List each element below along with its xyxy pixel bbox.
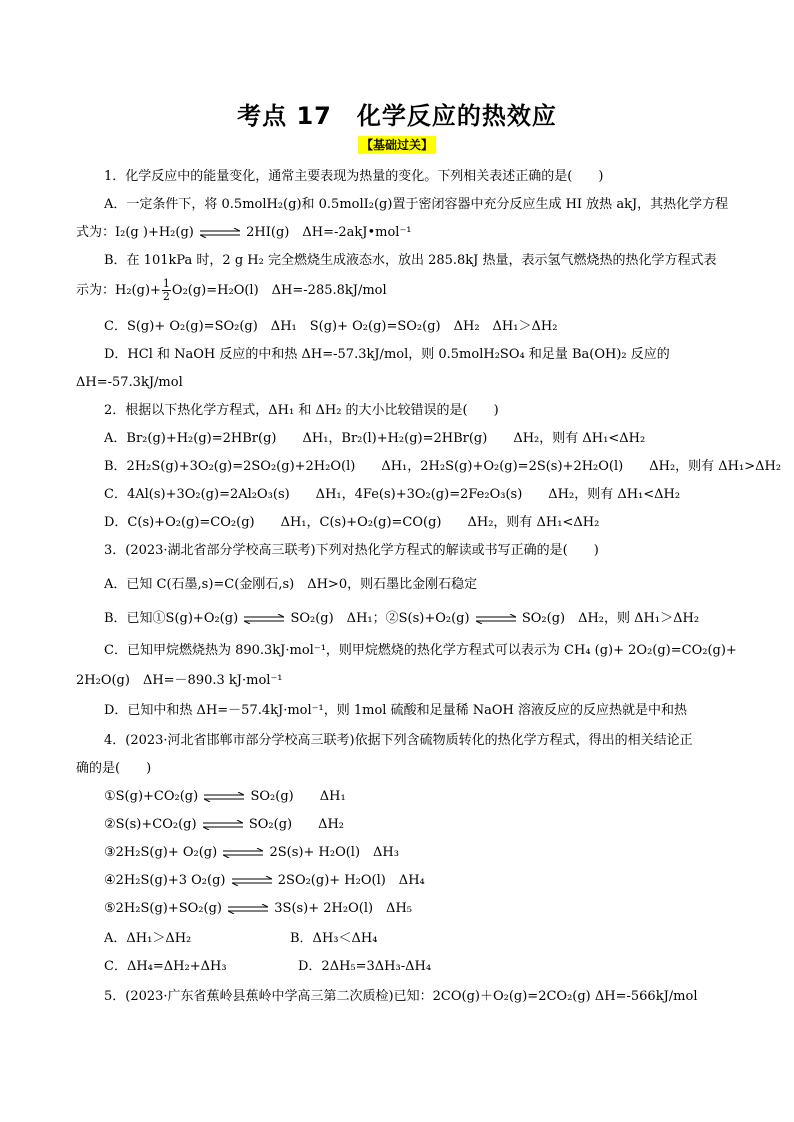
q3-option-c-line1: C．已知甲烷燃烧热为 890.3kJ·mol⁻¹，则甲烷燃烧的热化学方程式可以表示为 CH₄ (g)+ 2O₂(g)=CO₂(g)+ (104, 643, 737, 658)
q1-b-equation-right: O₂(g)=H₂O(l) ΔH=-285.8kJ/mol (171, 283, 387, 298)
badge-container (0, 134, 794, 154)
q1-option-b-line2 (76, 278, 716, 303)
reversible-arrow-icon (223, 848, 263, 858)
q2-option-d: D．C(s)+O₂(g)=CO₂(g) ΔH₁，C(s)+O₂(g)=CO(g) ΔH₂，则有 ΔH₁<ΔH₂ (104, 515, 600, 530)
q1-option-c: C．S(g)+ O₂(g)=SO₂(g) ΔH₁ S(g)+ O₂(g)=SO₂(g) ΔH₂ ΔH₁＞ΔH₂ (104, 319, 558, 334)
reversible-arrow-icon (204, 792, 244, 802)
q1-b-equation-left: 示为：H₂(g)+ (76, 283, 161, 298)
reversible-arrow-icon (476, 614, 516, 624)
q3-option-c-line2: 2H₂O(g) ΔH=－890.3 kJ·mol⁻¹ (76, 673, 283, 688)
reversible-arrow-icon (203, 820, 243, 830)
q3-b-part1: B．已知①S(g)+O₂(g) (104, 611, 239, 626)
q4-reaction-3: ③2H₂S(g)+ O₂(g) 2S(s)+ H₂O(l) ΔH₃ (104, 845, 399, 860)
reversible-arrow-icon (232, 876, 272, 886)
q4-reaction-2: ②S(s)+CO₂(g) SO₂(g) ΔH₂ (104, 817, 345, 832)
q1-a-equation-left: 式为：I₂(g )+H₂(g) (76, 225, 194, 240)
section-badge: 【基础过关】 (358, 136, 436, 154)
q1-option-b-line1: B．在 101kPa 时，2 g H₂ 完全燃烧生成液态水，放出 285.8kJ 热量，表示氢气燃烧热的热化学方程式表 (104, 253, 717, 268)
q3-b-part2: SO₂(g) ΔH₁；②S(s)+O₂(g) (290, 611, 470, 626)
q4-stem-line2: 确的是( ) (76, 761, 152, 776)
reversible-arrow-icon (200, 228, 240, 238)
q1-a-equation-right: 2HI(g) ΔH=-2akJ•mol⁻¹ (246, 225, 412, 240)
q3-option-d: D．已知中和热 ΔH=－57.4kJ·mol⁻¹，则 1mol 硫酸和足量稀 NaOH 溶液反应的反应热就是中和热 (104, 703, 687, 718)
q4-stem-line1: 4．(2023·河北省邯郸市部分学校高三联考)依据下列含硫物质转化的热化学方程式，得出的相关结论正 (104, 733, 693, 748)
q4-reaction-4: ④2H₂S(g)+3 O₂(g) 2SO₂(g)+ H₂O(l) ΔH₄ (104, 873, 425, 888)
q4-reaction-1: ①S(g)+CO₂(g) SO₂(g) ΔH₁ (104, 789, 346, 804)
q4-option-c: C．ΔH₄=ΔH₂+ΔH₃ (104, 959, 227, 974)
q1-option-d-line2: ΔH=-57.3kJ/mol (76, 375, 183, 390)
q4-option-b: B．ΔH₃＜ΔH₄ (290, 931, 378, 946)
reversible-arrow-icon (244, 614, 284, 624)
q1-option-a-line2 (76, 224, 716, 242)
fraction-one-half: $\frac{1}{2}$ (162, 277, 170, 303)
q3-b-part3: SO₂(g) ΔH₂，则 ΔH₁＞ΔH₂ (521, 611, 700, 626)
q2-option-a: A．Br₂(g)+H₂(g)=2HBr(g) ΔH₁，Br₂(l)+H₂(g)=2HBr(g) ΔH₂，则有 ΔH₁<ΔH₂ (104, 431, 646, 446)
q1-option-d-line1: D．HCl 和 NaOH 反应的中和热 ΔH=-57.3kJ/mol，则 0.5molH₂SO₄ 和足量 Ba(OH)₂ 反应的 (104, 347, 670, 362)
q4-option-a: A．ΔH₁＞ΔH₂ (104, 931, 192, 946)
q2-option-c: C．4Al(s)+3O₂(g)=2Al₂O₃(s) ΔH₁，4Fe(s)+3O₂(g)=2Fe₂O₃(s) ΔH₂，则有 ΔH₁<ΔH₂ (104, 487, 681, 502)
q4-option-d: D．2ΔH₅=3ΔH₃-ΔH₄ (298, 959, 432, 974)
q3-option-b (104, 610, 744, 628)
reversible-arrow-icon (228, 904, 268, 914)
q4-reaction-5: ⑤2H₂S(g)+SO₂(g) 3S(s)+ 2H₂O(l) ΔH₅ (104, 901, 412, 916)
q1-stem: 1．化学反应中的能量变化，通常主要表现为热量的变化。下列相关表述正确的是( ) (104, 169, 604, 184)
q3-option-a: A．已知 C(石墨,s)=C(金刚石,s) ΔH>0，则石墨比金刚石稳定 (104, 577, 478, 592)
q1-option-a-line1: A．一定条件下，将 0.5molH₂(g)和 0.5molI₂(g)置于密闭容器中充分反应生成 HI 放热 akJ，其热化学方程 (104, 197, 729, 212)
q3-stem: 3．(2023·湖北省部分学校高三联考)下列对热化学方程式的解读或书写正确的是( ) (104, 543, 599, 558)
q2-stem: 2．根据以下热化学方程式，ΔH₁ 和 ΔH₂ 的大小比较错误的是( ) (104, 403, 499, 418)
q5-stem: 5．(2023·广东省蕉岭县蕉岭中学高三第二次质检)已知：2CO(g)＋O₂(g)=2CO₂(g) ΔH=-566kJ/mol (104, 989, 698, 1004)
q2-option-b: B．2H₂S(g)+3O₂(g)=2SO₂(g)+2H₂O(l) ΔH₁，2H₂S(g)+O₂(g)=2S(s)+2H₂O(l) ΔH₂，则有 ΔH₁>ΔH₂ (104, 459, 782, 474)
page-title: 考点 17 化学反应的热效应 (237, 102, 557, 130)
